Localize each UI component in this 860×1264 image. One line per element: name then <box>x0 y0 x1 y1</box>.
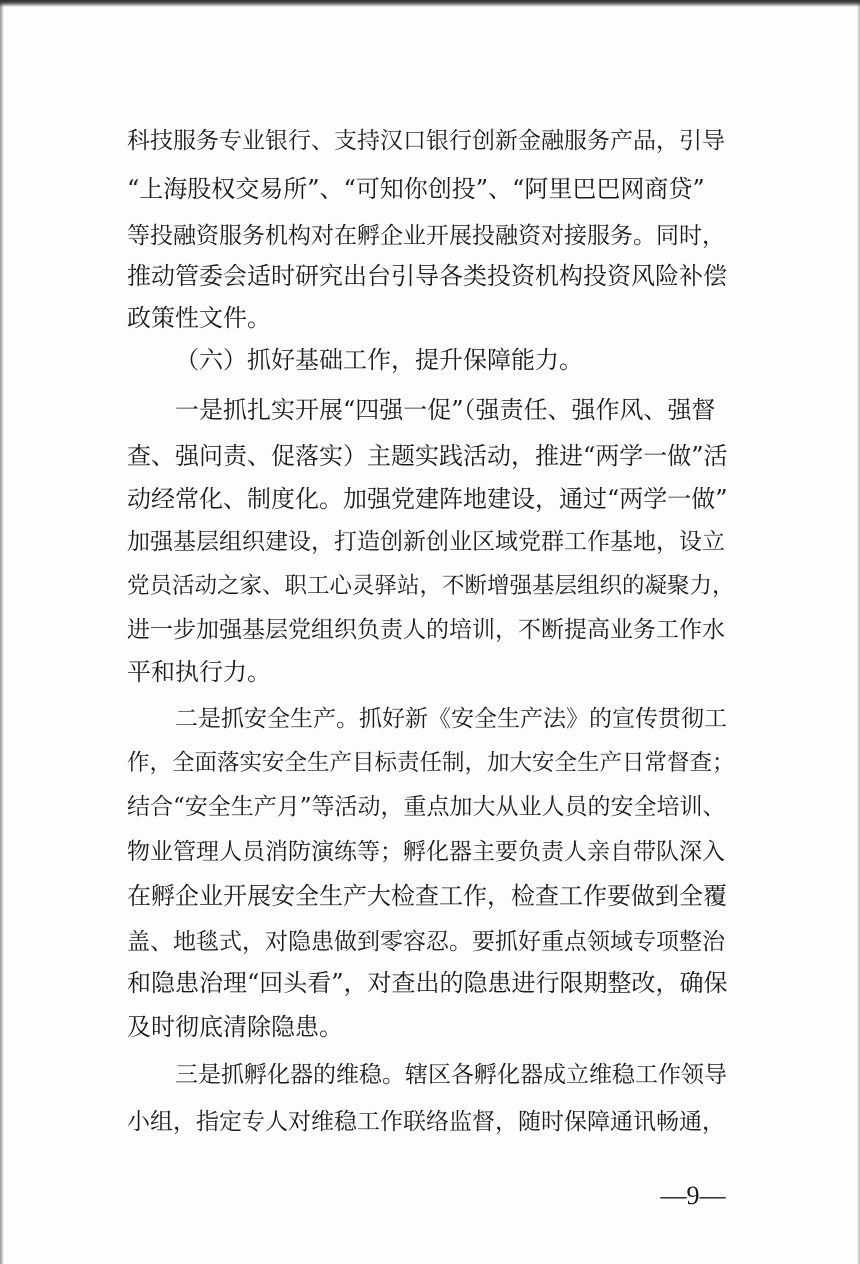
page-number: —9— <box>660 1181 726 1210</box>
text-line: 小组，指定专人对维稳工作联络监督，随时保障通讯畅通， <box>127 1109 725 1135</box>
text-line: 科技服务专业银行、支持汉口银行创新金融服务产品，引导 <box>127 128 725 154</box>
text-line: 二是抓安全生产。抓好新《安全生产法》的宣传贯彻工 <box>175 706 727 732</box>
scan-left-edge <box>0 0 4 1264</box>
text-line: “上海股权交易所”、“可知你创投”、“阿里巴巴网商贷” <box>127 175 705 203</box>
text-line: 作，全面落实安全生产目标责任制，加大安全生产日常督查； <box>127 750 735 776</box>
text-line: 政策性文件。 <box>127 304 271 332</box>
text-line: 及时彻底清除隐患。 <box>127 1013 343 1041</box>
text-line: 动经常化、制度化。加强党建阵地建设，通过“两学一做” <box>127 485 728 513</box>
text-line: 一是抓扎实开展“四强一促”（强责任、强作风、强督 <box>175 396 716 424</box>
text-line: 和隐患治理“回头看”，对查出的隐患进行限期整改，确保 <box>127 969 728 997</box>
text-line: 结合“安全生产月”等活动，重点加大从业人员的安全培训、 <box>127 794 726 820</box>
text-line: 等投融资服务机构对在孵企业开展投融资对接服务。同时， <box>127 223 725 249</box>
text-line: 盖、地毯式，对隐患做到零容忍。要抓好重点领域专项整治 <box>127 929 725 955</box>
text-line: 进一步加强基层党组织负责人的培训，不断提高业务工作水 <box>127 617 725 643</box>
text-line: 物业管理人员消防演练等；孵化器主要负责人亲自带队深入 <box>127 839 725 865</box>
text-line: 三是抓孵化器的维稳。辖区各孵化器成立维稳工作领导 <box>175 1062 727 1088</box>
text-line: 加强基层组织建设，打造创新创业区域党群工作基地，设立 <box>127 529 725 555</box>
text-line: 推动管委会适时研究出台引导各类投资机构投资风险补偿 <box>127 262 727 290</box>
text-line: 党员活动之家、职工心灵驿站，不断增强基层组织的凝聚力， <box>127 573 735 599</box>
section-heading: （六）抓好基础工作，提升保障能力。 <box>175 346 583 374</box>
scan-top-edge <box>0 0 860 7</box>
text-line: 平和执行力。 <box>127 658 271 686</box>
text-line: 在孵企业开展安全生产大检查工作，检查工作要做到全覆 <box>127 882 727 910</box>
text-line: 查、强问责、促落实）主题实践活动，推进“两学一做”活 <box>127 442 728 470</box>
